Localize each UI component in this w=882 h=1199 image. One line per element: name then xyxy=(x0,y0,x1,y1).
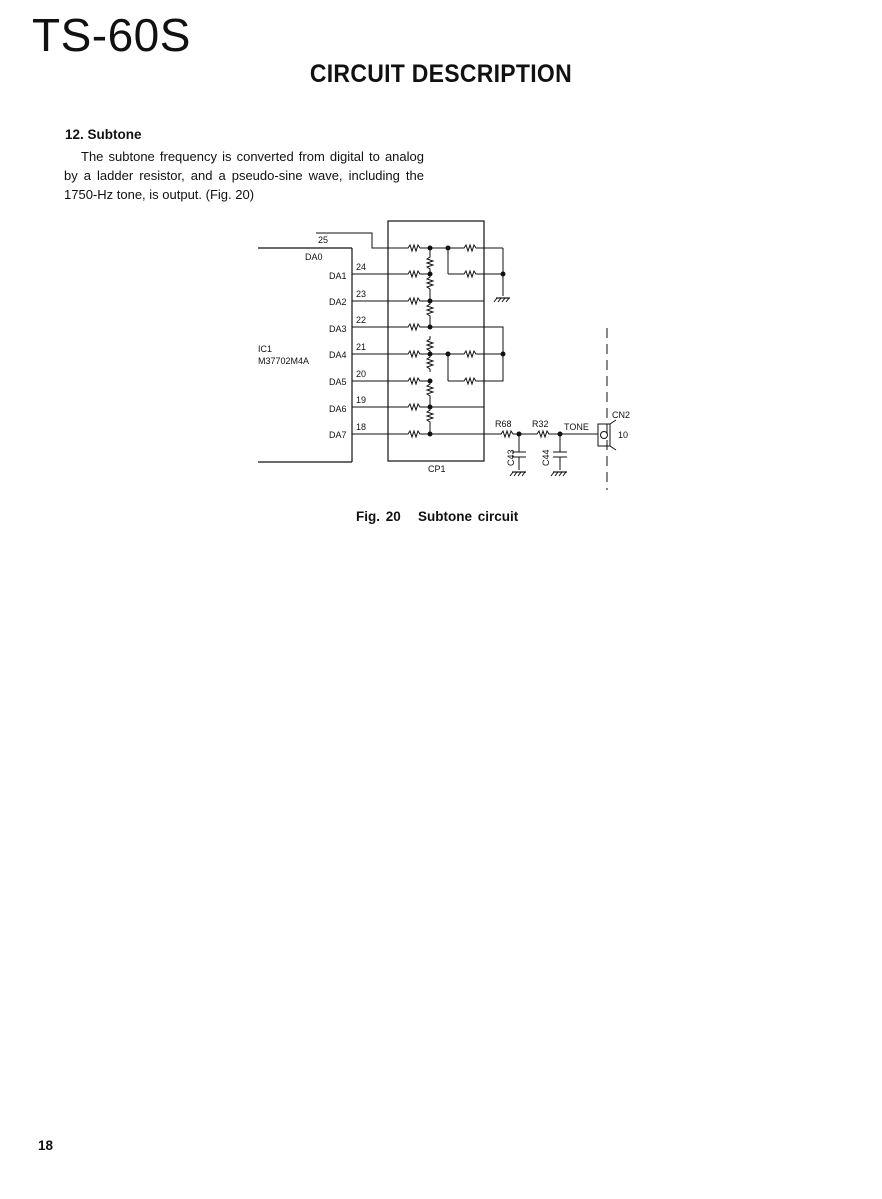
pin-number-21: 21 xyxy=(356,342,367,352)
ic-label: IC1 xyxy=(258,344,273,354)
r32-label: R32 xyxy=(532,419,549,429)
pin-name-da7: DA7 xyxy=(329,430,347,440)
r68-label: R68 xyxy=(495,419,512,429)
pin-number-18: 18 xyxy=(356,422,367,432)
pin-number-20: 20 xyxy=(356,369,367,379)
c44-label: C44 xyxy=(541,449,551,466)
pin-number-24: 24 xyxy=(356,262,367,272)
pin-name-da2: DA2 xyxy=(329,297,347,307)
model-name: TS-60S xyxy=(32,9,191,61)
pin-number-25: 25 xyxy=(318,235,329,245)
cn2-label: CN2 xyxy=(612,410,631,420)
ic-part-number: M37702M4A xyxy=(258,356,310,366)
tone-label: TONE xyxy=(564,422,589,432)
cp1-label: CP1 xyxy=(428,464,446,474)
subsection-heading: 12. Subtone xyxy=(65,127,142,142)
pin-name-da3: DA3 xyxy=(329,324,347,334)
pin-number-23: 23 xyxy=(356,289,367,299)
pin-name-da6: DA6 xyxy=(329,404,347,414)
pin-name-da0: DA0 xyxy=(305,252,323,262)
figure-caption: Fig. 20 Subtone circuit xyxy=(356,509,519,524)
subsection-body: The subtone frequency is converted from digital to analog by a ladder resistor, and a pseudo-sine wave, including the 1750-Hz tone, is output. (Fig. 20) xyxy=(64,149,424,202)
section-title: CIRCUIT DESCRIPTION xyxy=(309,60,572,88)
c43-label: C43 xyxy=(506,449,516,466)
pin-number-22: 22 xyxy=(356,315,367,325)
cp1-box xyxy=(388,221,484,461)
connector-pin-label: 10 xyxy=(618,430,629,440)
pin-name-da5: DA5 xyxy=(329,377,347,387)
page-number: 18 xyxy=(38,1138,54,1153)
pin-name-da1: DA1 xyxy=(329,271,347,281)
pin-number-19: 19 xyxy=(356,395,367,405)
pin-name-da4: DA4 xyxy=(329,350,347,360)
